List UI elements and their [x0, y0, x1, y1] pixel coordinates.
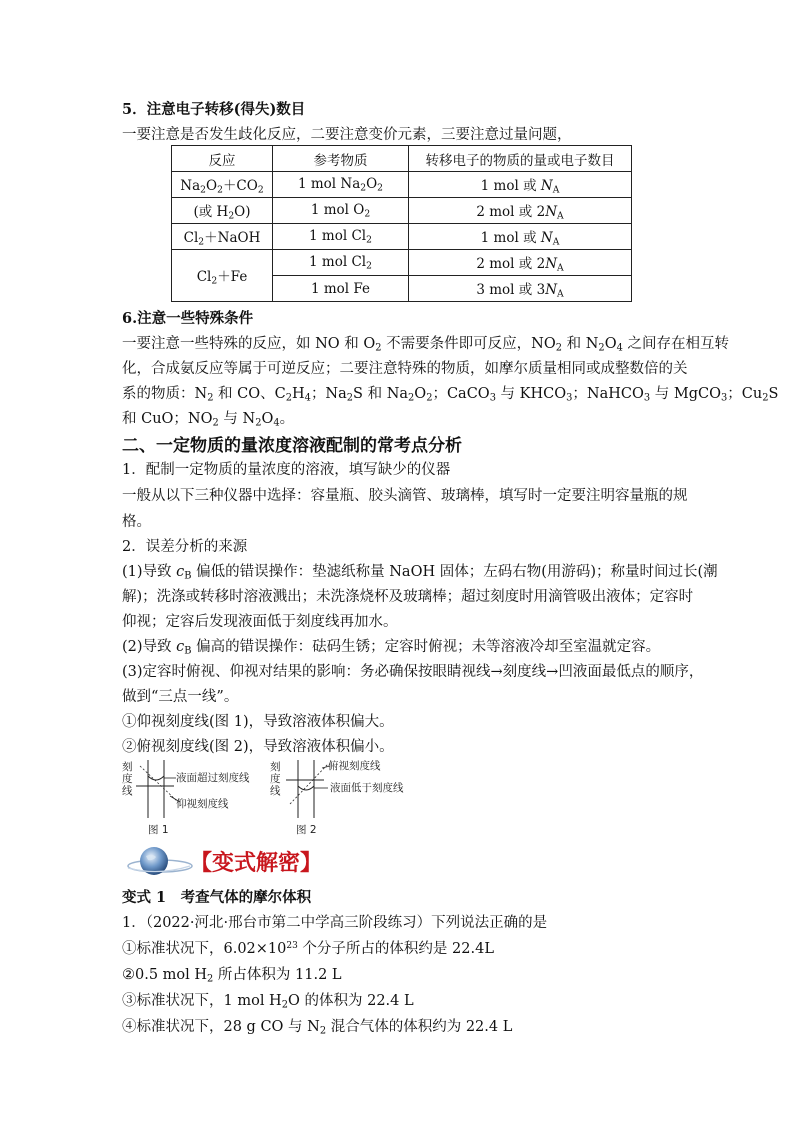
table-cell-substance: 1 mol $Cl_2$ [273, 224, 409, 250]
fig1-label-top: 液面超过刻度线 [176, 772, 250, 784]
table-row [172, 250, 632, 276]
table-cell-reaction: (或 $H_2O$) [172, 198, 273, 224]
table-header: 参考物质 [273, 146, 409, 172]
fig2-side-label: 刻 [270, 761, 281, 773]
table-cell-electrons: 1 mol 或 $N_A$ [409, 224, 632, 250]
table-cell-substance: 1 mol Fe [273, 276, 409, 302]
banner-title: 【变式解密】 [190, 851, 323, 876]
section6-title: 6.注意一些特殊条件 [122, 310, 254, 327]
table-cell-electrons: 1 mol 或 $N_A$ [409, 172, 632, 198]
fig1-label-bottom: 仰视刻度线 [176, 798, 229, 810]
fig2-label-top: 俯视刻度线 [328, 760, 381, 772]
table-row [172, 224, 632, 250]
part2-p6a: (3)定容时俯视、仰视对结果的影响：务必确保按眼睛视线→刻度线→凹液面最低点的顺序， [122, 664, 704, 680]
section6-line1: 一要注意一些特殊的反应，如 NO 和 $O_2$ 不需要条件即可反应，$NO_2$ 和 $N_2O_4$ 之间存在相互转 [122, 336, 729, 354]
fig2-label-bottom: 液面低于刻度线 [330, 782, 404, 794]
table-row [172, 172, 632, 198]
table-cell-reaction: $Na_2O_2+CO_2$ [172, 172, 273, 198]
table-cell-substance: 1 mol $O_2$ [273, 198, 409, 224]
table-cell-substance: 1 mol $Na_2O_2$ [273, 172, 409, 198]
part2-p4b: 解)；洗涤或转移时溶液溅出；未洗涤烧杯及玻璃棒；超过刻度时用滴管吸出液体；定容时 [122, 589, 694, 605]
fig2-side-label: 度 [270, 773, 281, 785]
section6-line4: 和 CuO；$NO_2$ 与 $N_2O_4$。 [122, 411, 295, 429]
fig2-side-label: 线 [270, 785, 281, 797]
part2-p6b: 做到“三点一线”。 [122, 689, 239, 705]
fig1-side-label: 刻 [122, 761, 133, 773]
option-1: ①标准状况下，$6.02\times 10^{23}$ 个分子所占的体积约是 22.4L [122, 941, 494, 957]
part2-title: 二、一定物质的量浓度溶液配制的常考点分析 [122, 436, 462, 456]
part2-p4a: (1)导致 $c_B$ 偏低的错误操作：垫滤纸称量 NaOH 固体；左码右物(用游码)；称量时间过长(潮 [122, 564, 718, 582]
part2-p4c: 仰视；定容后发现液面低于刻度线再加水。 [122, 614, 398, 630]
option-2: ②0.5 mol $H_2$ 所占体积为 11.2 L [122, 967, 342, 985]
part2-p3: 2．误差分析的来源 [122, 539, 248, 555]
table-cell-reaction: $Cl_2+Fe$ [172, 250, 273, 302]
table-cell-electrons: 2 mol 或 $2N_A$ [409, 198, 632, 224]
part2-p2a: 一般从以下三种仪器中选择：容量瓶、胶头滴管、玻璃棒，填写时一定要注明容量瓶的规 [122, 488, 688, 504]
section5-title: 5．注意电子转移(得失)数目 [122, 101, 306, 118]
fig1-side-label: 线 [122, 785, 133, 797]
part2-p8: ②俯视刻度线(图 2)，导致溶液体积偏小。 [122, 739, 394, 755]
electron-transfer-table [171, 145, 632, 302]
fig1-caption: 图 1 [148, 824, 169, 836]
table-cell-reaction: $Cl_2+NaOH$ [172, 224, 273, 250]
fig2-caption: 图 2 [296, 824, 317, 836]
fig1-side-label: 度 [122, 773, 133, 785]
part2-p5: (2)导致 $c_B$ 偏高的错误操作：砝码生锈；定容时俯视；未等溶液冷却至室温就定容。 [122, 639, 661, 657]
meniscus-figure [118, 756, 418, 838]
variant1-title: 变式 1 考查气体的摩尔体积 [122, 889, 312, 906]
section5-intro: 一要注意是否发生歧化反应，二要注意变价元素，三要注意过量问题， [122, 127, 572, 143]
table-header-row [172, 146, 632, 172]
section6-line2: 化，合成氨反应等属于可逆反应；二要注意特殊的物质，如摩尔质量相同或成整数倍的关 [122, 361, 688, 377]
table-cell-substance: 1 mol $Cl_2$ [273, 250, 409, 276]
table-header: 反应 [172, 146, 273, 172]
option-3: ③标准状况下，1 mol $H_2O$ 的体积为 22.4 L [122, 993, 414, 1011]
table-cell-electrons: 2 mol 或 $2N_A$ [409, 250, 632, 276]
variant1-question: 1．（2022·河北·邢台市第二中学高三阶段练习）下列说法正确的是 [122, 915, 548, 931]
globe-icon [124, 842, 194, 882]
figure-1 [122, 760, 250, 836]
figure-2 [270, 759, 404, 836]
option-4: ④标准状况下，28 g CO 与 $N_2$ 混合气体的体积约为 22.4 L [122, 1019, 513, 1037]
table-row [172, 198, 632, 224]
table-cell-electrons: 3 mol 或 $3N_A$ [409, 276, 632, 302]
variant-banner [124, 842, 334, 882]
part2-p7: ①仰视刻度线(图 1)，导致溶液体积偏大。 [122, 714, 394, 730]
section6-line3: 系的物质：$N_2$ 和 CO、$C_2H_4$；$Na_2S$ 和 $Na_2O_2$；CaCO$_3$ 与 $KHCO_3$；NaHCO$_3$ 与 MgCO$_3$；$Cu_2S$ [122, 386, 779, 404]
part2-p2b: 格。 [122, 514, 151, 530]
part2-p1: 1．配制一定物质的量浓度的溶液，填写缺少的仪器 [122, 462, 451, 478]
table-header: 转移电子的物质的量或电子数目 [409, 146, 632, 172]
